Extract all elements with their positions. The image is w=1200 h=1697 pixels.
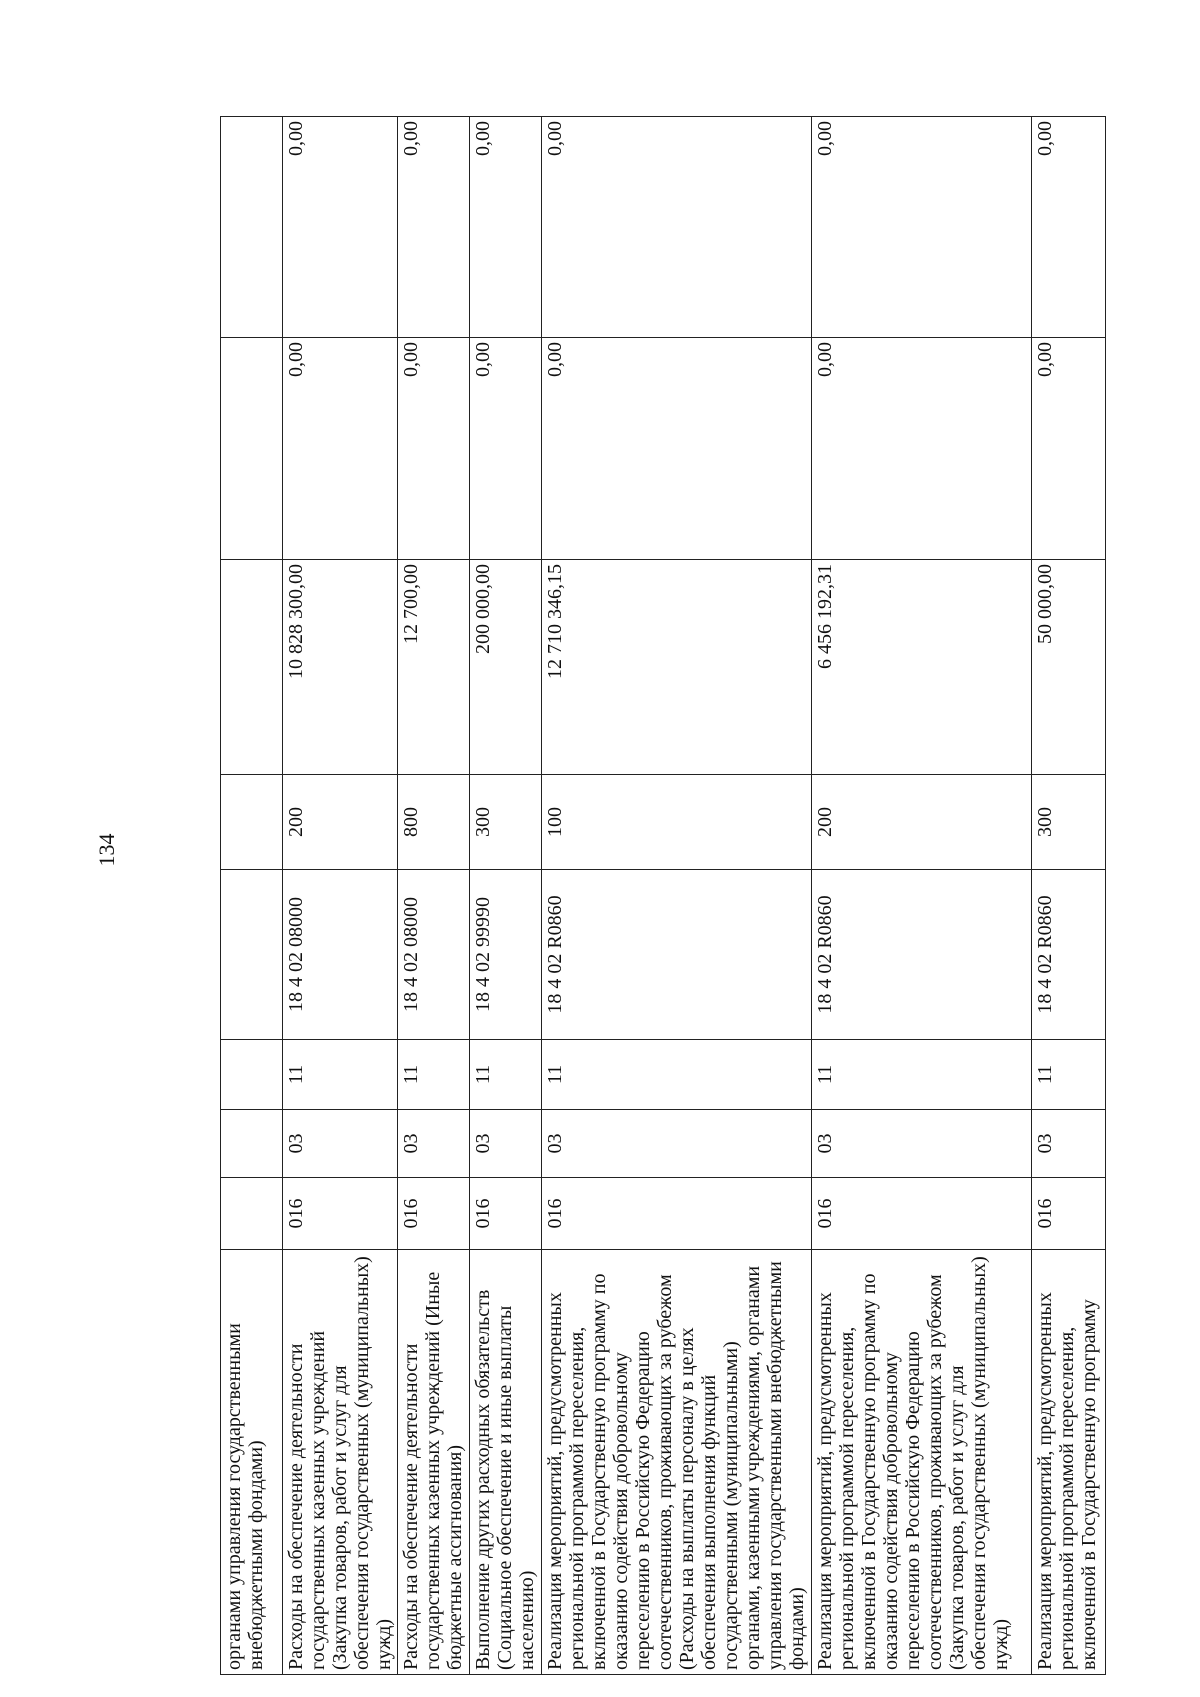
expense-type-code: 200 xyxy=(812,775,1032,870)
ved-code: 016 xyxy=(398,1178,470,1250)
budget-table xyxy=(220,116,1106,1675)
amount-year-1: 200 000,00 xyxy=(470,560,542,775)
amount-year-2: 0,00 xyxy=(812,338,1032,560)
amount-year-3: 0,00 xyxy=(542,117,812,338)
section-code: 03 xyxy=(1032,1110,1106,1178)
amount-year-1: 12 700,00 xyxy=(398,560,470,775)
target-article-code: 18 4 02 R0860 xyxy=(542,870,812,1040)
section-code: 03 xyxy=(470,1110,542,1178)
subsection-code: 11 xyxy=(398,1040,470,1110)
target-article-code: 18 4 02 99990 xyxy=(470,870,542,1040)
ved-code: 016 xyxy=(542,1178,812,1250)
section-code: 03 xyxy=(398,1110,470,1178)
amount-year-1: 12 710 346,15 xyxy=(542,560,812,775)
expense-type-code: 800 xyxy=(398,775,470,870)
ved-code xyxy=(221,1178,283,1250)
table-row xyxy=(398,117,470,1675)
amount-year-1: 10 828 300,00 xyxy=(283,560,398,775)
section-code: 03 xyxy=(542,1110,812,1178)
ved-code: 016 xyxy=(1032,1178,1106,1250)
table-row xyxy=(283,117,398,1675)
amount-year-2: 0,00 xyxy=(283,338,398,560)
row-description: Реализация мероприятий, предусмотренных региональной программой переселения, включенной в Государственную программу по оказанию содействия добровольному переселению в Российскую Федерацию соотечественников, проживающих за рубежом (Расходы на выплаты персоналу в целях обеспечения выполнения функций государственными (муниципальными) органами, казенными учреждениями, органами управления государственными внебюджетными фондами) xyxy=(542,1250,812,1675)
amount-year-2: 0,00 xyxy=(398,338,470,560)
subsection-code: 11 xyxy=(812,1040,1032,1110)
subsection-code xyxy=(221,1040,283,1110)
subsection-code: 11 xyxy=(1032,1040,1106,1110)
subsection-code: 11 xyxy=(283,1040,398,1110)
table-row xyxy=(221,117,283,1675)
target-article-code: 18 4 02 R0860 xyxy=(812,870,1032,1040)
ved-code: 016 xyxy=(812,1178,1032,1250)
target-article-code: 18 4 02 08000 xyxy=(283,870,398,1040)
ved-code: 016 xyxy=(470,1178,542,1250)
amount-year-3: 0,00 xyxy=(1032,117,1106,338)
amount-year-1 xyxy=(221,560,283,775)
subsection-code: 11 xyxy=(470,1040,542,1110)
section-code xyxy=(221,1110,283,1178)
row-description: Расходы на обеспечение деятельности государственных казенных учреждений (Закупка товаров, работ и услуг для обеспечения государственных (муниципальных) нужд) xyxy=(283,1250,398,1675)
table-row xyxy=(470,117,542,1675)
page-number: 134 xyxy=(94,833,119,867)
ved-code: 016 xyxy=(283,1178,398,1250)
row-description: органами управления государственными внебюджетными фондами) xyxy=(221,1250,283,1675)
table-row xyxy=(1032,117,1106,1675)
amount-year-2: 0,00 xyxy=(542,338,812,560)
amount-year-3: 0,00 xyxy=(470,117,542,338)
row-description: Выполнение других расходных обязательств (Социальное обеспечение и иные выплаты населению) xyxy=(470,1250,542,1675)
amount-year-3: 0,00 xyxy=(398,117,470,338)
expense-type-code: 300 xyxy=(1032,775,1106,870)
row-description: Расходы на обеспечение деятельности государственных казенных учреждений (Иные бюджетные ассигнования) xyxy=(398,1250,470,1675)
target-article-code: 18 4 02 08000 xyxy=(398,870,470,1040)
amount-year-3: 0,00 xyxy=(283,117,398,338)
table-row xyxy=(542,117,812,1675)
amount-year-3: 0,00 xyxy=(812,117,1032,338)
subsection-code: 11 xyxy=(542,1040,812,1110)
expense-type-code xyxy=(221,775,283,870)
row-description: Реализация мероприятий, предусмотренных региональной программой переселения, включенной в Государственную программу по оказанию содействия добровольному переселению в Российскую Федерацию соотечественников, проживающих за рубежом (Закупка товаров, работ и услуг для обеспечения государственных (муниципальных) нужд) xyxy=(812,1250,1032,1675)
expense-type-code: 200 xyxy=(283,775,398,870)
section-code: 03 xyxy=(812,1110,1032,1178)
amount-year-1: 6 456 192,31 xyxy=(812,560,1032,775)
target-article-code: 18 4 02 R0860 xyxy=(1032,870,1106,1040)
amount-year-2: 0,00 xyxy=(1032,338,1106,560)
amount-year-3 xyxy=(221,117,283,338)
row-description: Реализация мероприятий, предусмотренных региональной программой переселения, включенной в Государственную программу xyxy=(1032,1250,1106,1675)
expense-type-code: 100 xyxy=(542,775,812,870)
target-article-code xyxy=(221,870,283,1040)
amount-year-2: 0,00 xyxy=(470,338,542,560)
amount-year-2 xyxy=(221,338,283,560)
amount-year-1: 50 000,00 xyxy=(1032,560,1106,775)
section-code: 03 xyxy=(283,1110,398,1178)
table-row xyxy=(812,117,1032,1675)
expense-type-code: 300 xyxy=(470,775,542,870)
